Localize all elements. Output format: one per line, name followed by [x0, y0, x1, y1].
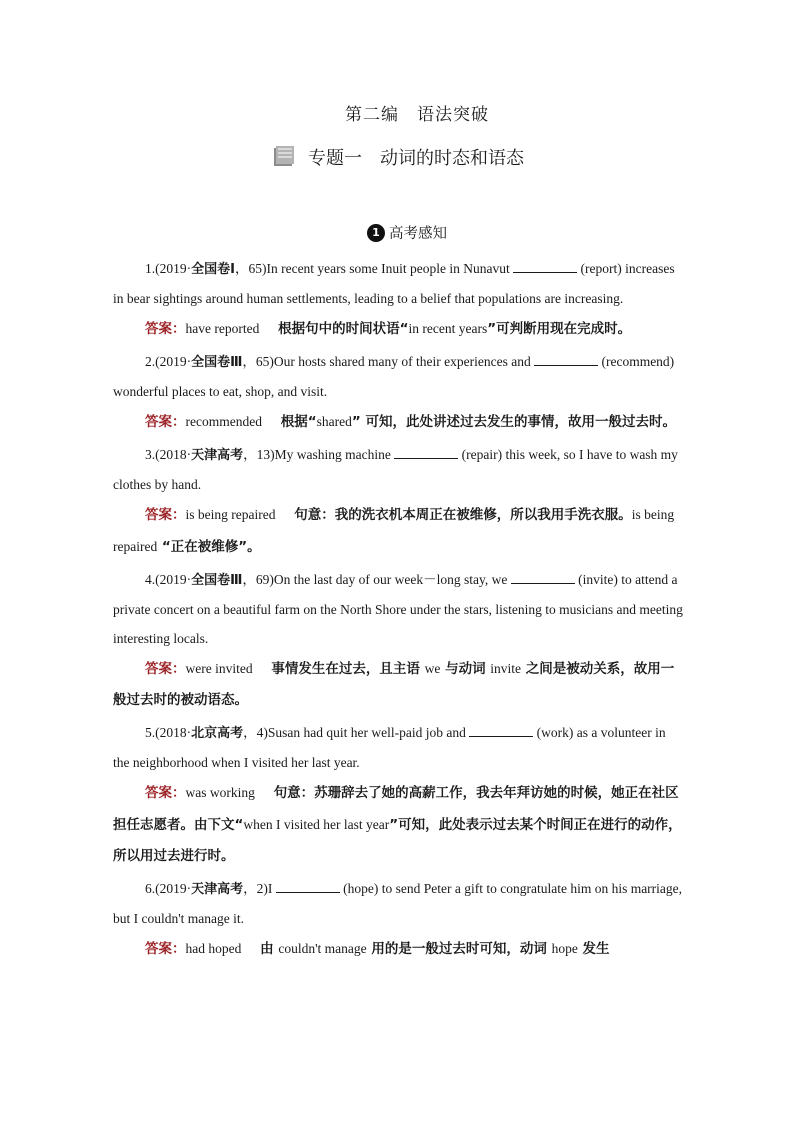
question-number: 3. [145, 447, 156, 462]
explanation-segment: “正在被维修”。 [157, 539, 261, 555]
question-text-after: (invite) to attend a private concert on a beautiful farm on the North Shore under the stars, listening to musicians and meeting interesting locals. [113, 572, 683, 646]
explanation-segment: in recent years [408, 321, 488, 336]
question-item-number: ，65) [234, 261, 267, 276]
question-1 [113, 254, 685, 313]
question-6 [113, 874, 685, 933]
question-text-before: Our hosts shared many of their experiences and [273, 354, 535, 369]
question-source: 全国卷Ⅲ [191, 355, 243, 370]
explanation-segment: ”可知，此处表示过去某个时间正在进行的动作，所以用过去进行时。 [113, 817, 682, 864]
answer-value: have reported [185, 321, 260, 336]
explanation-segment: when I visited her last year [243, 817, 390, 832]
question-number: 6. [145, 881, 156, 896]
section-title: 高考感知 [389, 226, 447, 242]
topic-title: 专题一 动词的时态和语态 [308, 148, 524, 168]
question-number: 4. [145, 572, 156, 587]
question-text-before: On the last day of our week－long stay, we [273, 572, 511, 587]
answer-blank[interactable] [469, 725, 533, 737]
explanation-segment: we [424, 661, 441, 676]
answer-2 [113, 406, 685, 438]
question-year: (2018· [155, 447, 192, 462]
question-item-number: ，13) [243, 447, 275, 462]
topic-heading [270, 144, 524, 170]
answer-blank[interactable] [513, 261, 577, 273]
answer-gap [241, 941, 260, 957]
question-text-before: My washing machine [274, 447, 395, 462]
answer-3 [113, 499, 685, 563]
answer-6 [113, 933, 685, 965]
answer-value: is being repaired [185, 507, 276, 522]
question-5 [113, 718, 685, 777]
answer-5 [113, 777, 685, 872]
question-text-before: I [267, 881, 276, 896]
explanation-segment: 之间是被动关系，故用一般过去时的被动语态。 [113, 661, 675, 708]
answer-label: 答案： [145, 414, 186, 430]
explanation-segment: 句意：苏珊辞去了她的高薪工作，我去年拜访她的时候，她正在社区担任志愿者。由下文“ [113, 785, 679, 833]
book-icon [270, 144, 296, 170]
question-item-number: ，4) [243, 725, 268, 740]
answer-gap [262, 414, 281, 430]
question-year: (2019· [155, 354, 192, 369]
question-year: (2019· [155, 881, 192, 896]
section-heading [367, 222, 447, 243]
question-text-after: (recommend) wonderful places to eat, shop, and visit. [113, 354, 675, 399]
section-number-badge: 1 [367, 224, 385, 242]
question-text-before: In recent years some Inuit people in Nunavut [266, 261, 514, 276]
explanation-segment: 与动词 [440, 661, 491, 677]
explanation-segment: 由 [260, 941, 279, 957]
question-year: (2018· [155, 725, 192, 740]
answer-gap [255, 785, 274, 801]
explanation-segment: couldn't manage [278, 941, 367, 956]
question-2 [113, 347, 685, 406]
answer-blank[interactable] [511, 572, 575, 584]
part-title: 第二编 语法突破 [345, 105, 489, 124]
answer-gap [253, 661, 272, 677]
question-number: 2. [145, 354, 156, 369]
answer-value: had hoped [185, 941, 242, 956]
answer-label: 答案： [145, 507, 186, 523]
question-year: (2019· [155, 261, 192, 276]
explanation-segment: 事情发生在过去，且主语 [271, 661, 425, 677]
answer-4 [113, 653, 685, 716]
question-source: 全国卷Ⅰ [191, 262, 235, 277]
exercise-list [113, 254, 685, 967]
explanation-segment: 发生 [577, 941, 610, 957]
question-text-after: (repair) this week, so I have to wash my clothes by hand. [113, 447, 678, 492]
explanation-segment: 根据“ [280, 414, 317, 430]
explanation-segment: shared [316, 414, 352, 429]
question-3 [113, 440, 685, 499]
question-source: 全国卷Ⅲ [191, 573, 243, 588]
answer-blank[interactable] [394, 447, 458, 459]
answer-blank[interactable] [276, 881, 340, 893]
question-item-number: ，65) [242, 354, 274, 369]
question-source: 天津高考 [191, 448, 244, 463]
question-4 [113, 565, 685, 653]
question-text-after: (hope) to send Peter a gift to congratulate him on his marriage, but I couldn't manage it. [113, 881, 683, 926]
explanation-segment: 用的是一般过去时可知，动词 [366, 941, 552, 957]
question-source: 天津高考 [191, 882, 244, 897]
explanation-segment: ” 可知，此处讲述过去发生的事情，故用一般过去时。 [351, 414, 676, 430]
answer-value: were invited [185, 661, 253, 676]
answer-gap [275, 507, 294, 523]
question-number: 1. [145, 261, 156, 276]
question-item-number: ，2) [243, 881, 268, 896]
question-text-after: (work) as a volunteer in the neighborhood when I visited her last year. [113, 725, 666, 770]
question-item-number: ，69) [242, 572, 274, 587]
explanation-segment: hope [551, 941, 578, 956]
answer-1 [113, 313, 685, 345]
question-number: 5. [145, 725, 156, 740]
answer-value: recommended [185, 414, 262, 429]
answer-label: 答案： [145, 785, 186, 801]
answer-label: 答案： [145, 321, 186, 337]
explanation-segment: invite [490, 661, 522, 676]
explanation-segment: is being repaired [113, 507, 675, 554]
explanation-segment: ”可判断用现在完成时。 [487, 321, 632, 337]
explanation-segment: 句意：我的洗衣机本周正在被维修，所以我用手洗衣服。 [294, 507, 632, 523]
answer-value: was working [185, 785, 255, 800]
question-source: 北京高考 [191, 726, 244, 741]
answer-gap [259, 321, 278, 337]
question-year: (2019· [155, 572, 192, 587]
answer-label: 答案： [145, 941, 186, 957]
question-text-after: (report) increases in bear sightings around human settlements, leading to a belief that populations are increasing. [113, 261, 675, 306]
answer-blank[interactable] [534, 354, 598, 366]
question-text-before: Susan had quit her well-paid job and [267, 725, 470, 740]
explanation-segment: 根据句中的时间状语“ [278, 321, 409, 337]
answer-label: 答案： [145, 661, 186, 677]
